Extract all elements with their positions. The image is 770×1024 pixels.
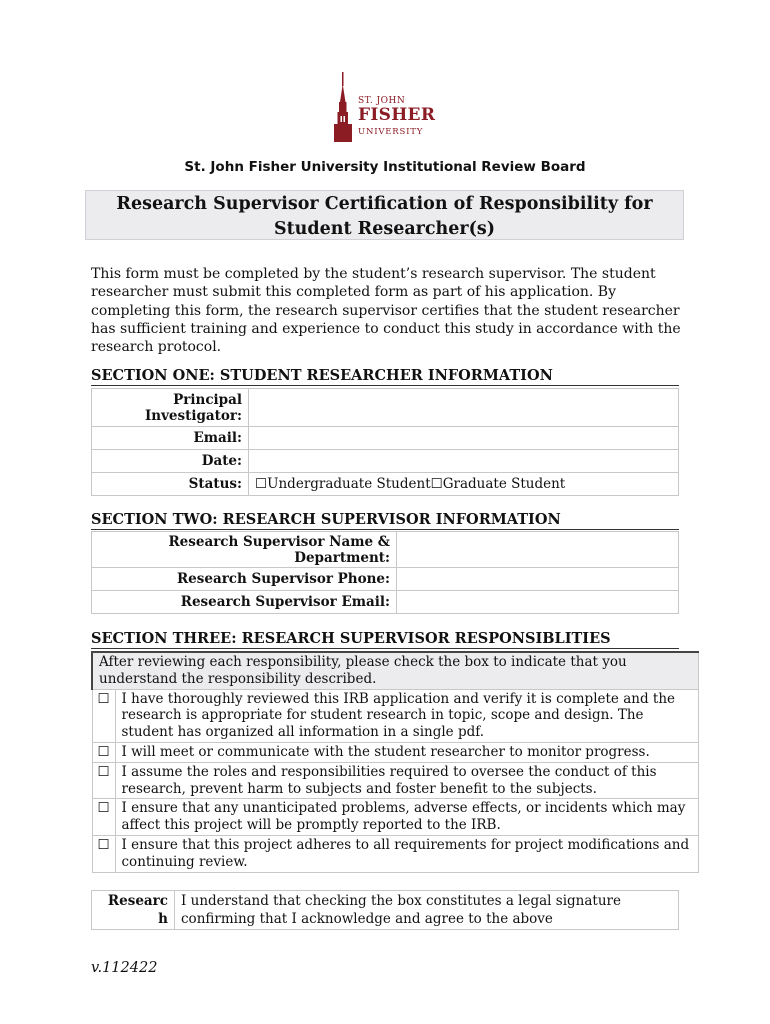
pi-label-line-1: Principal (173, 391, 242, 408)
section-two-heading: SECTION TWO: RESEARCH SUPERVISOR INFORMATION (91, 511, 679, 530)
logo-text-university: UNIVERSITY (358, 127, 424, 137)
graduate-option: Graduate Student (442, 476, 566, 492)
signature-table (91, 890, 679, 930)
supervisor-name-field[interactable] (397, 532, 679, 568)
supervisor-phone-label: Research Supervisor Phone: (92, 568, 397, 591)
tower-icon (330, 72, 356, 144)
version-label: v.112422 (91, 960, 158, 976)
undergraduate-checkbox[interactable]: ☐ (255, 476, 268, 492)
date-label: Date: (92, 450, 249, 473)
supervisor-info-table (91, 531, 679, 614)
responsibility-checkbox-2[interactable]: ☐ (92, 742, 115, 762)
student-researcher-table (91, 388, 679, 496)
status-field (249, 473, 679, 496)
pi-label (92, 389, 249, 427)
supervisor-name-label-line-1: Research Supervisor Name & (168, 533, 390, 550)
form-title (85, 190, 684, 240)
email-field[interactable] (249, 427, 679, 450)
responsibility-text-5: I ensure that this project adheres to all requirements for project modifications and continuing review. (115, 835, 699, 872)
responsibilities-table (91, 651, 699, 873)
form-title-line-1: Research Supervisor Certification of Responsibility for (116, 194, 653, 214)
signature-statement-line-2: confirming that I acknowledge and agree to the above (181, 911, 553, 927)
undergraduate-option: Undergraduate Student (267, 476, 431, 492)
logo-text-fisher: FISHER (358, 105, 436, 125)
responsibility-checkbox-1[interactable]: ☐ (92, 689, 115, 742)
signature-label (92, 891, 175, 930)
pi-label-line-2: Investigator: (144, 407, 242, 424)
supervisor-email-field[interactable] (397, 591, 679, 614)
supervisor-name-label (92, 532, 397, 568)
pi-field[interactable] (249, 389, 679, 427)
responsibility-text-3: I assume the roles and responsibilities required to oversee the conduct of this research, prevent harm to subjects and foster benefit to the subjects. (115, 762, 699, 799)
supervisor-phone-field[interactable] (397, 568, 679, 591)
signature-label-line-1: Researc (107, 893, 168, 909)
email-label: Email: (92, 427, 249, 450)
status-label: Status: (92, 473, 249, 496)
supervisor-name-label-line-2: Department: (294, 549, 390, 566)
signature-statement-line-1: I understand that checking the box constitutes a legal signature (181, 893, 621, 909)
form-title-line-2: Student Researcher(s) (273, 219, 496, 239)
responsibilities-instructions: After reviewing each responsibility, please check the box to indicate that you understand the responsibility described. (92, 652, 699, 689)
responsibility-checkbox-5[interactable]: ☐ (92, 835, 115, 872)
responsibility-text-2: I will meet or communicate with the student researcher to monitor progress. (115, 742, 699, 762)
graduate-checkbox[interactable]: ☐ (430, 476, 443, 492)
section-three-heading: SECTION THREE: RESEARCH SUPERVISOR RESPONSIBLITIES (91, 630, 679, 649)
responsibility-checkbox-3[interactable]: ☐ (92, 762, 115, 799)
responsibility-text-4: I ensure that any unanticipated problems, adverse effects, or incidents which may affect this project will be promptly reported to the IRB. (115, 799, 699, 836)
board-name: St. John Fisher University Institutional Review Board (184, 159, 586, 175)
intro-paragraph: This form must be completed by the student’s research supervisor. The student researcher must submit this completed form as part of his application. By completing this form, the research supervisor certifies that the student researcher has sufficient training and experience to conduct this study in accordance with the research protocol. (91, 266, 681, 356)
section-one-heading: SECTION ONE: STUDENT RESEARCHER INFORMATION (91, 367, 679, 386)
signature-statement (175, 891, 679, 930)
responsibility-text-1: I have thoroughly reviewed this IRB application and verify it is complete and the research is appropriate for student research in topic, scope and design. The student has organized all information in a single pdf. (115, 689, 699, 742)
university-logo (330, 72, 440, 144)
supervisor-email-label: Research Supervisor Email: (92, 591, 397, 614)
logo-text-st-john: ST. JOHN (358, 96, 406, 106)
signature-label-line-2: h (158, 911, 168, 927)
responsibility-checkbox-4[interactable]: ☐ (92, 799, 115, 836)
date-field[interactable] (249, 450, 679, 473)
